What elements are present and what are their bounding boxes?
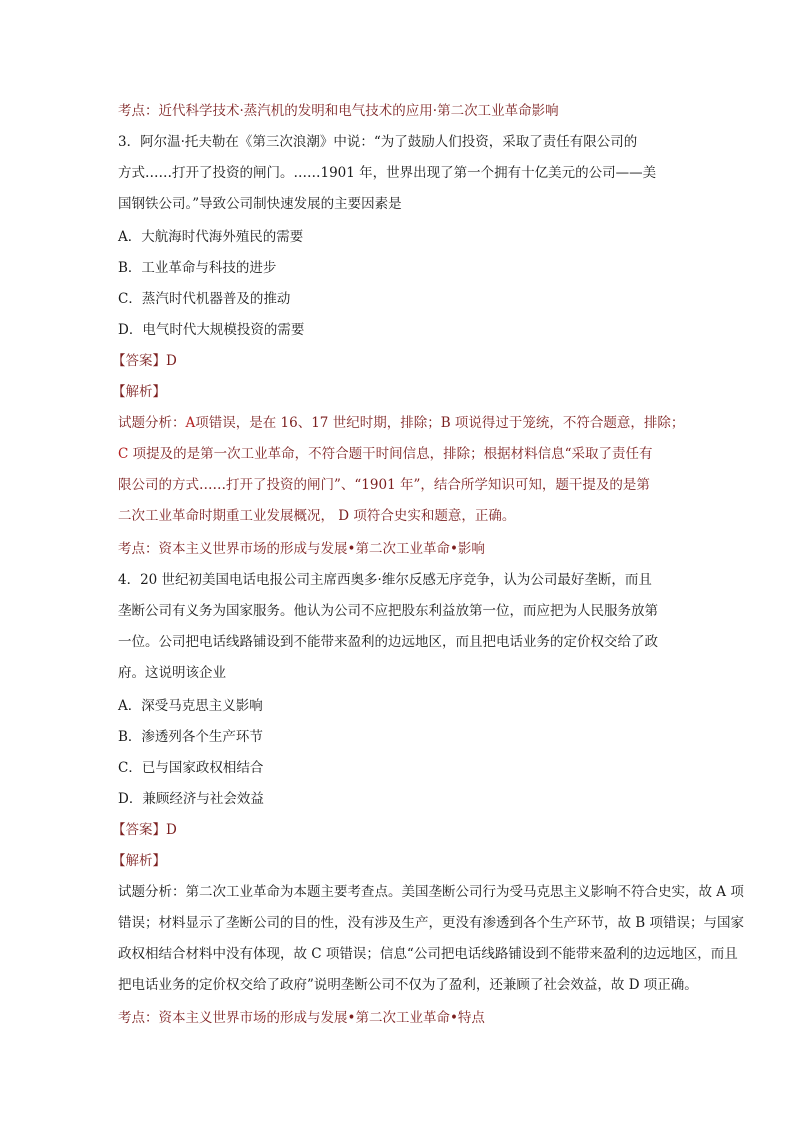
- q4-stem-line-1: 4．20 世纪初美国电话电报公司主席西奥多·维尔反感无序竞争，认为公司最好垄断，而且: [118, 572, 652, 588]
- q3-option-b: B．工业革命与科技的进步: [118, 260, 277, 276]
- q3-analysis-line-2: [118, 444, 678, 464]
- q3-analysis-line-3: [118, 475, 678, 495]
- analysis-text: 二次工业革命时期重工业发展概况， D 项符合史实和题意，正确。: [118, 508, 516, 524]
- q4-option-a: A．深受马克思主义影响: [118, 698, 263, 714]
- option-marker: A: [185, 415, 196, 431]
- q4-stem-line-2: 垄断公司有义务为国家服务。他认为公司不应把股东利益放第一位，而应把为人民服务放第: [118, 603, 658, 619]
- analysis-prefix: 试题分析：: [118, 415, 186, 431]
- q3-answer: 【答案】D: [112, 353, 177, 369]
- analysis-text: 项提及的是第一次工业革命，不符合题干时间信息，排除；根据材料信息“采取了责任有: [128, 446, 653, 462]
- q4-option-c: C．已与国家政权相结合: [118, 760, 264, 776]
- q3-analysis-line-1: [118, 413, 685, 433]
- q4-option-d: D．兼顾经济与社会效益: [118, 791, 264, 807]
- q3-option-a: A．大航海时代海外殖民的需要: [118, 229, 304, 245]
- q4-analysis-line-2: 错误；材料显示了垄断公司的目的性，没有涉及生产，更没有渗透到各个生产环节，故 B 项错误；与国家: [118, 915, 745, 931]
- q4-option-b: B．渗透列各个生产环节: [118, 729, 263, 745]
- q4-answer: 【答案】D: [112, 822, 177, 838]
- q4-analysis-label: 【解析】: [112, 853, 166, 869]
- q4-stem-line-3: 一位。公司把电话线路铺设到不能带来盈利的边远地区，而且把电话业务的定价权交给了政: [118, 634, 658, 650]
- q4-analysis-line-3: 政权相结合材料中没有体现，故 C 项错误；信息“公司把电话线路铺设到不能带来盈利的边远地区，而且: [118, 946, 738, 962]
- q3-kaodian: 考点：资本主义世界市场的形成与发展•第二次工业革命•影响: [118, 541, 485, 557]
- option-marker: C: [118, 446, 129, 462]
- q3-stem-line-2: 方式……打开了投资的闸门。……1901 年，世界出现了第一个拥有十亿美元的公司——美: [118, 165, 657, 181]
- q3-option-c: C．蒸汽时代机器普及的推动: [118, 291, 291, 307]
- q3-prev-kaodian: 考点：近代科学技术·蒸汽机的发明和电气技术的应用·第二次工业革命影响: [118, 103, 559, 119]
- q3-analysis-line-4: [118, 506, 678, 526]
- q3-stem-line-1: 3．阿尔温·托夫勒在《第三次浪潮》中说：“为了鼓励人们投资，采取了责任有限公司的: [118, 134, 638, 150]
- analysis-text: 限公司的方式……打开了投资的闸门”、“1901 年”，结合所学知识可知，题干提及的是第: [118, 477, 650, 493]
- q4-kaodian: 考点：资本主义世界市场的形成与发展•第二次工业革命•特点: [118, 1010, 485, 1026]
- q4-analysis-line-1: 试题分析：第二次工业革命为本题主要考查点。美国垄断公司行为受马克思主义影响不符合史实，故 A 项: [118, 884, 744, 900]
- q3-stem-line-3: 国钢铁公司。”导致公司制快速发展的主要因素是: [118, 196, 402, 212]
- q3-option-d: D．电气时代大规模投资的需要: [118, 322, 305, 338]
- analysis-text: 项错误，是在 16、17 世纪时期，排除；B 项说得过于笼统，不符合题意，排除；: [195, 415, 685, 431]
- q4-stem-line-4: 府。这说明该企业: [118, 665, 226, 681]
- q3-analysis-label: 【解析】: [112, 384, 166, 400]
- q4-analysis-line-4: 把电话业务的定价权交给了政府”说明垄断公司不仅为了盈利，还兼顾了社会效益，故 D 项正确。: [118, 977, 698, 993]
